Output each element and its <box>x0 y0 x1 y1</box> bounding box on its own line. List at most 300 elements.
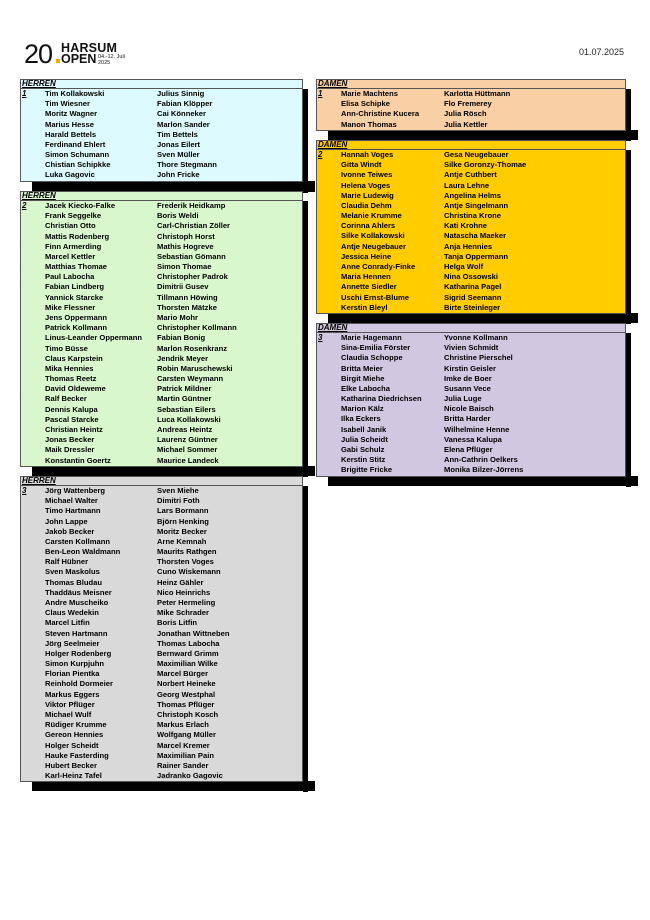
table-row <box>20 741 303 751</box>
table-row <box>20 700 303 710</box>
table-shadow-side <box>626 89 631 141</box>
player-2-name: Frederik Heidkamp <box>157 201 226 210</box>
player-2-name: Heinz Gähler <box>157 577 204 587</box>
player-2-name: Tanja Oppermann <box>444 251 508 261</box>
table-row <box>316 181 626 191</box>
table-row <box>20 425 303 435</box>
player-2-name: Vanessa Kalupa <box>444 434 502 444</box>
table-row <box>20 435 303 445</box>
table-row <box>20 608 303 618</box>
player-2-name: Marcel Kremer <box>157 740 210 750</box>
player-1-name: Ralf Becker <box>45 394 87 404</box>
player-2-name: Dimitri Foth <box>157 496 200 506</box>
player-1-name: Andre Muscheiko <box>45 597 109 607</box>
player-2-name: Carl-Christian Zöller <box>157 221 230 231</box>
player-2-name: Cai Könneker <box>157 109 206 119</box>
table-row <box>316 282 626 292</box>
table-row <box>20 99 303 109</box>
player-2-name: Wilhelmine Henne <box>444 424 510 434</box>
player-1-name: Markus Eggers <box>45 689 100 699</box>
player-1-name: Marcel Kettler <box>45 251 96 261</box>
player-2-name: Monika Bilzer-Jörrens <box>444 465 524 475</box>
table-row <box>20 211 303 221</box>
table-shadow-side <box>626 333 631 487</box>
player-2-name: Julia Luge <box>444 394 482 404</box>
player-2-name: Michael Sommer <box>157 445 218 455</box>
table-row <box>316 465 626 475</box>
player-1-name: Claus Karpstein <box>45 353 103 363</box>
player-1-name: Ilka Eckers <box>341 414 381 424</box>
player-1-name: Birgit Miehe <box>341 373 385 383</box>
player-1-name: Hubert Becker <box>45 760 97 770</box>
player-1-name: Gereon Hennies <box>45 730 104 740</box>
player-1-name: Holger Rodenberg <box>45 648 112 658</box>
table-row <box>20 384 303 394</box>
player-2-name: Nico Heinrichs <box>157 587 211 597</box>
player-2-name: Christopher Padrok <box>157 272 228 282</box>
player-1-name: Katharina Diedrichsen <box>341 394 422 404</box>
table-row <box>20 730 303 740</box>
table-row <box>316 353 626 363</box>
table-row <box>316 160 626 170</box>
player-2-name: Björn Henking <box>157 516 209 526</box>
table-shadow-side <box>626 150 631 324</box>
player-1-name: Jacek Kiecko-Falke <box>45 201 116 210</box>
table-shadow-side <box>303 486 308 792</box>
table-row <box>20 496 303 506</box>
player-2-name: Sven Müller <box>157 150 200 160</box>
table-row <box>20 456 303 466</box>
table-row <box>20 669 303 679</box>
player-2-name: Susann Vece <box>444 383 491 393</box>
player-2-name: Jadranko Gagovic <box>157 771 223 781</box>
player-2-name: Boris Weldi <box>157 211 199 221</box>
table-row <box>20 588 303 598</box>
logo-number: 20 <box>24 39 53 69</box>
player-2-name: Mathis Hogreve <box>157 241 214 251</box>
player-1-name: Marion Kälz <box>341 404 384 414</box>
player-1-name: Patrick Kollmann <box>45 323 108 333</box>
table-row <box>316 211 626 221</box>
table-shadow <box>32 781 315 791</box>
player-2-name: Julia Kettler <box>444 119 488 129</box>
player-1-name: Tim Wiesner <box>45 99 90 109</box>
player-2-name: Moritz Becker <box>157 526 207 536</box>
table-row <box>316 170 626 180</box>
player-2-name: Flo Fremerey <box>444 99 492 109</box>
player-2-name: Martin Güntner <box>157 394 212 404</box>
player-1-name: Jonas Becker <box>45 435 95 445</box>
player-2-name: Carsten Weymann <box>157 374 224 384</box>
player-2-name: Maximilian Wilke <box>157 659 218 669</box>
player-1-name: Gitta Windt <box>341 160 382 170</box>
player-1-name: Pascal Starcke <box>45 414 99 424</box>
table-row <box>20 272 303 282</box>
player-1-name: Elke Labocha <box>341 383 390 393</box>
player-2-name: Jonathan Wittneben <box>157 628 230 638</box>
player-1-name: Elisa Schipke <box>341 99 390 109</box>
player-1-name: Uschi Ernst-Blume <box>341 292 409 302</box>
player-2-name: Thore Stegmann <box>157 160 217 170</box>
table-shadow <box>328 476 638 486</box>
player-1-name: Ben-Leon Waldmann <box>45 547 121 557</box>
table-row <box>20 333 303 343</box>
table-row <box>20 547 303 557</box>
player-1-name: Konstantin Goertz <box>45 455 111 465</box>
table-row <box>316 333 626 343</box>
player-2-name: Fabian Klöpper <box>157 99 213 109</box>
table-row <box>20 486 303 496</box>
player-1-name: Sven Maskolus <box>45 567 100 577</box>
player-1-name: Linus-Leander Oppermann <box>45 333 143 343</box>
player-2-name: Marcel Bürger <box>157 669 209 679</box>
table-row <box>316 303 626 313</box>
table-title: HERREN 2 <box>22 191 56 210</box>
table-row <box>20 445 303 455</box>
player-2-name: Christine Pierschel <box>444 353 513 363</box>
player-2-name: Kirstin Geisler <box>444 363 496 373</box>
player-1-name: Mike Flessner <box>45 302 96 312</box>
player-1-name: Marcel Litfin <box>45 618 90 628</box>
player-1-name: Harald Bettels <box>45 129 97 139</box>
player-1-name: Viktor Pflüger <box>45 699 95 709</box>
player-1-name: Frank Seggelke <box>45 211 102 221</box>
player-2-name: Julius Sinnig <box>157 89 205 98</box>
table-shadow <box>328 313 638 323</box>
player-2-name: Peter Hermeling <box>157 597 216 607</box>
table-row <box>316 364 626 374</box>
table-row <box>20 130 303 140</box>
table-shadow-side <box>303 89 308 193</box>
player-1-name: Claudia Dehm <box>341 200 392 210</box>
table-row <box>20 659 303 669</box>
player-2-name: Norbert Heineke <box>157 679 216 689</box>
player-1-name: Maik Dressler <box>45 445 95 455</box>
player-2-name: Anja Hennies <box>444 241 493 251</box>
player-2-name: Imke de Boer <box>444 373 492 383</box>
player-2-name: Thomas Labocha <box>157 638 220 648</box>
table-row <box>20 639 303 649</box>
player-2-name: Vivien Schmidt <box>444 343 499 353</box>
table-row <box>316 272 626 282</box>
player-2-name: Luca Kollakowski <box>157 414 221 424</box>
table-row <box>20 354 303 364</box>
table-row <box>20 344 303 354</box>
table-row <box>316 374 626 384</box>
table-row <box>20 751 303 761</box>
player-2-name: Cuno Wiskemann <box>157 567 221 577</box>
table-row <box>20 649 303 659</box>
player-1-name: Michael Wulf <box>45 709 92 719</box>
player-2-name: Sven Miehe <box>157 486 199 495</box>
player-2-name: Silke Goronzy-Thomae <box>444 160 527 170</box>
table-shadow <box>328 130 638 140</box>
player-1-name: Corinna Ahlers <box>341 221 396 231</box>
table-row <box>20 303 303 313</box>
table-row <box>316 242 626 252</box>
table-row <box>316 89 626 99</box>
player-2-name: Thomas Pflüger <box>157 699 215 709</box>
table-shadow <box>32 466 315 476</box>
player-2-name: Angelina Helms <box>444 190 501 200</box>
player-1-name: Ivonne Teiwes <box>341 170 393 180</box>
player-1-name: Marie Hagemann <box>341 333 402 342</box>
player-1-name: Silke Kollakowski <box>341 231 405 241</box>
player-1-name: Rüdiger Krumme <box>45 720 107 730</box>
player-2-name: Simon Thomae <box>157 262 212 272</box>
table-row <box>316 343 626 353</box>
player-1-name: Sina-Emilia Förster <box>341 343 411 353</box>
player-1-name: Maria Hennen <box>341 272 391 282</box>
player-1-name: Ann-Christine Kucera <box>341 109 420 119</box>
player-1-name: Tim Kollakowski <box>45 89 105 98</box>
player-2-name: Fabian Bonig <box>157 333 206 343</box>
player-2-name: Wolfgang Müller <box>157 730 216 740</box>
player-1-name: Ferdinand Ehlert <box>45 139 106 149</box>
player-1-name: Kerstin Bleyl <box>341 302 388 312</box>
player-1-name: Marius Hesse <box>45 119 94 129</box>
player-2-name: Helga Wolf <box>444 261 484 271</box>
player-1-name: Brigitte Fricke <box>341 465 393 475</box>
logo-line2: OPEN <box>61 52 97 66</box>
player-1-name: Jessica Heine <box>341 251 392 261</box>
table-row <box>20 537 303 547</box>
table-row <box>20 313 303 323</box>
logo-accent-dot <box>56 59 60 63</box>
table-row <box>316 150 626 160</box>
player-2-name: Christopher Kollmann <box>157 323 237 333</box>
player-1-name: Melanie Krumme <box>341 211 402 221</box>
player-1-name: Isabell Janik <box>341 424 387 434</box>
player-2-name: Tim Bettels <box>157 129 198 139</box>
table-row <box>20 517 303 527</box>
player-1-name: John Lappe <box>45 516 88 526</box>
player-1-name: Michael Walter <box>45 496 98 506</box>
table-row <box>20 150 303 160</box>
player-1-name: Yannick Starcke <box>45 292 104 302</box>
table-row <box>20 720 303 730</box>
table-row <box>20 242 303 252</box>
player-1-name: Thomas Reetz <box>45 374 97 384</box>
player-2-name: Laurenz Güntner <box>157 435 218 445</box>
document-date: 01.07.2025 <box>578 47 624 57</box>
player-2-name: Sebastian Gömann <box>157 251 226 261</box>
table-row <box>316 99 626 109</box>
player-1-name: Anne Conrady-Finke <box>341 261 416 271</box>
table-row <box>316 252 626 262</box>
player-1-name: Paul Labocha <box>45 272 95 282</box>
player-2-name: Maurits Rathgen <box>157 547 217 557</box>
table-row <box>20 405 303 415</box>
player-2-name: Thorsten Voges <box>157 557 214 567</box>
player-1-name: Simon Kurpjuhn <box>45 659 105 669</box>
player-1-name: Finn Armerding <box>45 241 102 251</box>
table-row <box>316 414 626 424</box>
player-2-name: Dimitrii Gusev <box>157 282 209 292</box>
player-1-name: Annette Siedler <box>341 282 397 292</box>
table-row <box>20 374 303 384</box>
table-row <box>316 120 626 130</box>
table-title: DAMEN 1 <box>318 79 348 98</box>
table-row <box>316 191 626 201</box>
player-2-name: Mario Mohr <box>157 312 198 322</box>
player-1-name: Manon Thomas <box>341 119 397 129</box>
player-2-name: Rainer Sander <box>157 760 209 770</box>
table-row <box>20 618 303 628</box>
player-2-name: Robin Maruschewski <box>157 363 233 373</box>
player-1-name: Reinhold Dormeier <box>45 679 113 689</box>
player-1-name: Helena Voges <box>341 180 391 190</box>
player-2-name: Boris Litfin <box>157 618 198 628</box>
table-row <box>20 394 303 404</box>
player-2-name: Yvonne Kollmann <box>444 333 508 342</box>
player-2-name: Maurice Landeck <box>157 455 219 465</box>
table-row <box>20 710 303 720</box>
player-2-name: Ann-Cathrin Oelkers <box>444 455 518 465</box>
player-1-name: Dennis Kalupa <box>45 404 98 414</box>
player-2-name: Birte Steinleger <box>444 302 501 312</box>
player-2-name: Jonas Eilert <box>157 139 201 149</box>
player-1-name: Gabi Schulz <box>341 444 385 454</box>
table-row <box>20 364 303 374</box>
player-2-name: Nicole Baisch <box>444 404 494 414</box>
table-row <box>20 293 303 303</box>
table-row <box>316 425 626 435</box>
player-2-name: Thorsten Mätzke <box>157 302 217 312</box>
player-2-name: Marlon Rosenkranz <box>157 343 228 353</box>
table-row <box>316 394 626 404</box>
player-2-name: Sebastian Eilers <box>157 404 216 414</box>
player-2-name: Christoph Horst <box>157 231 215 241</box>
player-2-name: Maximilian Pain <box>157 750 214 760</box>
player-2-name: Christoph Kosch <box>157 709 219 719</box>
table-row <box>20 262 303 272</box>
player-1-name: Kerstin Stitz <box>341 455 386 465</box>
table-row <box>20 170 303 180</box>
table-title: DAMEN 2 <box>318 140 348 159</box>
player-1-name: Christian Otto <box>45 221 96 231</box>
player-2-name: Nina Ossowski <box>444 272 499 282</box>
player-1-name: Fabian Lindberg <box>45 282 105 292</box>
player-1-name: Moritz Wagner <box>45 109 98 119</box>
player-1-name: Jakob Becker <box>45 526 95 536</box>
table-title: DAMEN 3 <box>318 323 348 342</box>
table-row <box>20 690 303 700</box>
player-1-name: Marie Ludewig <box>341 190 394 200</box>
player-2-name: Laura Lehne <box>444 180 490 190</box>
player-1-name: Christian Heintz <box>45 424 103 434</box>
table-row <box>20 282 303 292</box>
table-row <box>316 445 626 455</box>
table-row <box>20 201 303 211</box>
logo-dates: 04.-12. Juli 2025 <box>98 54 125 66</box>
player-2-name: Lars Bormann <box>157 506 209 516</box>
table-row <box>316 293 626 303</box>
table-row <box>20 89 303 99</box>
player-1-name: Simon Schumann <box>45 150 110 160</box>
player-2-name: Gesa Neugebauer <box>444 150 509 159</box>
table-row <box>316 231 626 241</box>
player-2-name: Bernward Grimm <box>157 648 219 658</box>
player-1-name: Karl-Heinz Tafel <box>45 771 102 781</box>
player-1-name: Mika Hennies <box>45 363 94 373</box>
table-row <box>316 221 626 231</box>
table-title: HERREN 1 <box>22 79 56 98</box>
player-2-name: Marlon Sander <box>157 119 210 129</box>
player-2-name: Julia Rösch <box>444 109 487 119</box>
player-2-name: Georg Westphal <box>157 689 216 699</box>
table-row <box>316 384 626 394</box>
player-1-name: Jens Oppermann <box>45 312 108 322</box>
player-2-name: Mike Schrader <box>157 608 209 618</box>
table-row <box>20 415 303 425</box>
table-row <box>316 455 626 465</box>
table-row <box>316 435 626 445</box>
player-2-name: Andreas Heintz <box>157 424 213 434</box>
player-1-name: Jörg Seelmeier <box>45 638 100 648</box>
player-2-name: Jendrik Meyer <box>157 353 209 363</box>
player-2-name: Antje Cuthbert <box>444 170 497 180</box>
player-1-name: Hauke Fasterding <box>45 750 109 760</box>
player-1-name: Carsten Kollmann <box>45 536 110 546</box>
player-1-name: Matthias Thomae <box>45 262 108 272</box>
table-row <box>20 761 303 771</box>
player-1-name: Thomas Bludau <box>45 577 102 587</box>
player-1-name: Thaddäus Meisner <box>45 587 112 597</box>
player-1-name: Claudia Schoppe <box>341 353 403 363</box>
table-row <box>20 323 303 333</box>
player-1-name: Chistian Schipkke <box>45 160 111 170</box>
table-row <box>20 140 303 150</box>
player-1-name: Timo Büsse <box>45 343 88 353</box>
table-title: HERREN 3 <box>22 476 56 495</box>
player-2-name: Britta Harder <box>444 414 491 424</box>
player-1-name: Mattis Rodenberg <box>45 231 110 241</box>
player-1-name: David Oldeweme <box>45 384 106 394</box>
player-2-name: Kati Krohne <box>444 221 488 231</box>
player-1-name: Ralf Hübner <box>45 557 89 567</box>
table-row <box>20 109 303 119</box>
table-row <box>20 527 303 537</box>
player-1-name: Britta Meier <box>341 363 383 373</box>
player-2-name: Katharina Pagel <box>444 282 502 292</box>
player-2-name: Karlotta Hüttmann <box>444 89 511 98</box>
table-row <box>20 598 303 608</box>
table-row <box>20 567 303 577</box>
player-1-name: Marie Machtens <box>341 89 398 98</box>
player-2-name: Arne Kemnah <box>157 536 207 546</box>
player-1-name: Jörg Wattenberg <box>45 486 106 495</box>
player-1-name: Julia Scheidt <box>341 434 388 444</box>
player-2-name: Christina Krone <box>444 211 501 221</box>
table-row <box>316 262 626 272</box>
table-shadow <box>32 181 315 192</box>
table-row <box>20 679 303 689</box>
player-1-name: Steven Hartmann <box>45 628 108 638</box>
player-2-name: Markus Erlach <box>157 720 209 730</box>
player-2-name: Patrick Mildner <box>157 384 212 394</box>
player-2-name: John Fricke <box>157 170 200 180</box>
logo-line1: HARSUM <box>61 41 118 55</box>
table-row <box>20 557 303 567</box>
player-2-name: Tillmann Höwing <box>157 292 218 302</box>
player-2-name: Antje Singelmann <box>444 200 509 210</box>
table-shadow-side <box>303 201 308 477</box>
player-1-name: Hannah Voges <box>341 150 394 159</box>
player-1-name: Claus Wedekin <box>45 608 99 618</box>
table-row <box>316 109 626 119</box>
table-row <box>20 160 303 170</box>
